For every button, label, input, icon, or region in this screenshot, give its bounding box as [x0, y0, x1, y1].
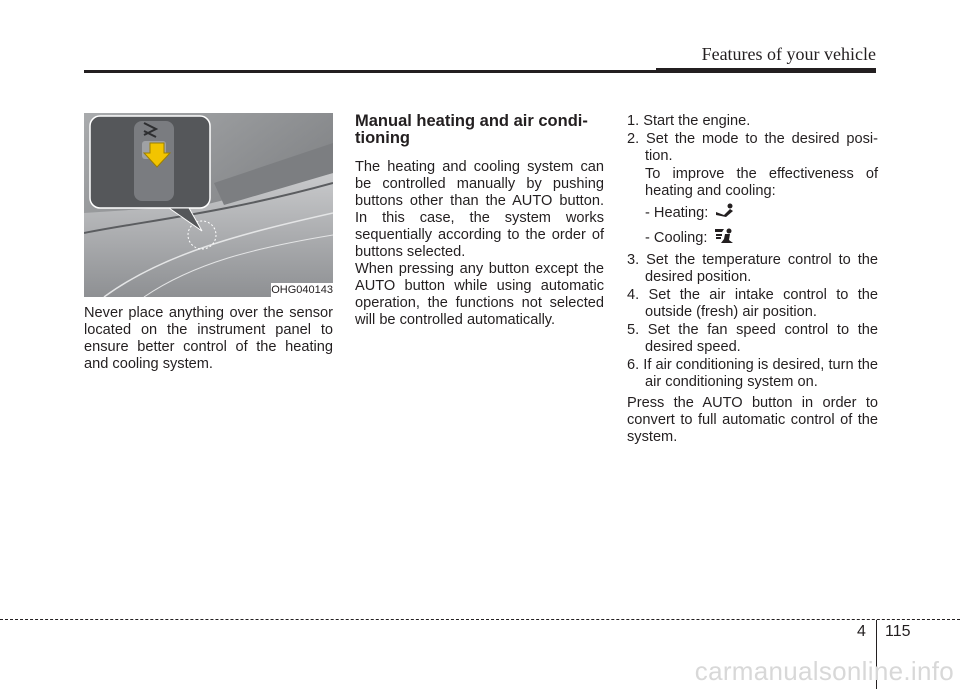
chapter-number: 4: [857, 623, 866, 640]
footer-rule: [0, 619, 960, 620]
manual-paragraph-1: The heating and cooling system can be controlled manually by pushing buttons other than the AUTO button. In this case, the system works sequentially according to the order of buttons selected.: [355, 159, 604, 260]
sensor-illustration: [84, 113, 333, 297]
heating-label: - Heating:: [645, 205, 709, 221]
step-1: 1. Start the engine.: [627, 113, 751, 129]
header-rule-accent: [656, 68, 876, 73]
page-number: 115: [885, 623, 911, 640]
step-4: 4. Set the air intake control to the outside (fresh) air position.: [627, 287, 878, 320]
step-3: 3. Set the temperature control to the desired position.: [627, 252, 878, 285]
manual-paragraph-2: When pressing any button except the AUTO button while using automatic operation, the functions not selected will be controlled automatically.: [355, 261, 604, 328]
auto-closing-paragraph: Press the AUTO button in order to convert to full automatic control of the system.: [627, 395, 878, 445]
step-6: 6. If air conditioning is desired, turn the air conditioning system on.: [627, 357, 878, 390]
floor-mode-icon: [714, 203, 736, 224]
header-title: Features of your vehicle: [701, 44, 876, 64]
cooling-label: - Cooling:: [645, 230, 708, 246]
step-2: 2. Set the mode to the desired posi-tion.: [627, 131, 878, 164]
section-title: Manual heating and air condi-tioning: [355, 112, 588, 147]
watermark: carmanualsonline.info: [694, 656, 954, 686]
figure-code: OHG040143: [271, 284, 333, 296]
sensor-warning-paragraph: Never place anything over the sensor located on the instrument panel to ensure better control of the heating and cooling system.: [84, 305, 333, 372]
cooling-item: [627, 227, 878, 250]
step-5: 5. Set the fan speed control to the desired speed.: [627, 322, 878, 355]
heating-item: [627, 203, 878, 224]
improve-note: To improve the effectiveness of heating and cooling:: [645, 166, 878, 199]
face-mode-icon: [713, 227, 735, 250]
